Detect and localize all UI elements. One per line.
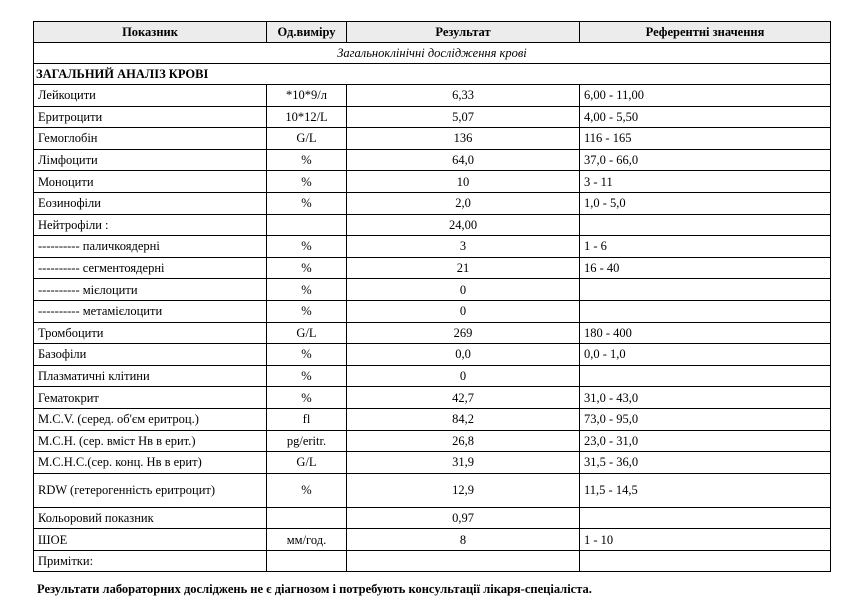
- unit-cell: мм/год.: [267, 529, 347, 551]
- result-cell: 269: [347, 322, 580, 344]
- table-row: [34, 128, 831, 150]
- indicator-cell: Гемоглобін: [34, 128, 267, 150]
- reference-cell: 1,0 - 5,0: [580, 192, 831, 214]
- indicator-cell: ---------- паличкоядерні: [34, 236, 267, 258]
- group-title: ЗАГАЛЬНИЙ АНАЛІЗ КРОВІ: [34, 64, 831, 85]
- reference-cell: 4,00 - 5,50: [580, 106, 831, 128]
- unit-cell: pg/eritr.: [267, 430, 347, 452]
- indicator-cell: Плазматичні клітини: [34, 365, 267, 387]
- indicator-cell: ---------- сегментоядерні: [34, 257, 267, 279]
- result-cell: 0: [347, 300, 580, 322]
- result-cell: 0,0: [347, 344, 580, 366]
- result-cell: 0: [347, 365, 580, 387]
- reference-cell: 31,5 - 36,0: [580, 452, 831, 474]
- table-row: [34, 257, 831, 279]
- reference-cell: [580, 300, 831, 322]
- reference-cell: 1 - 10: [580, 529, 831, 551]
- unit-cell: G/L: [267, 322, 347, 344]
- reference-cell: 73,0 - 95,0: [580, 408, 831, 430]
- table-row: [34, 365, 831, 387]
- table-row: [34, 85, 831, 107]
- unit-cell: G/L: [267, 452, 347, 474]
- reference-cell: 180 - 400: [580, 322, 831, 344]
- unit-cell: 10*12/L: [267, 106, 347, 128]
- unit-cell: %: [267, 279, 347, 301]
- table-row: [34, 344, 831, 366]
- result-cell: 5,07: [347, 106, 580, 128]
- table-row: [34, 106, 831, 128]
- reference-cell: [580, 365, 831, 387]
- indicator-cell: Лімфоцити: [34, 149, 267, 171]
- result-cell: 6,33: [347, 85, 580, 107]
- result-cell: 26,8: [347, 430, 580, 452]
- unit-cell: %: [267, 171, 347, 193]
- indicator-cell: M.C.V. (серед. об'єм еритроц.): [34, 408, 267, 430]
- table-row: [34, 322, 831, 344]
- result-cell: 24,00: [347, 214, 580, 236]
- reference-cell: 0,0 - 1,0: [580, 344, 831, 366]
- result-cell: 64,0: [347, 149, 580, 171]
- indicator-cell: Еритроцити: [34, 106, 267, 128]
- result-cell: 21: [347, 257, 580, 279]
- table-row: [34, 507, 831, 529]
- reference-cell: 16 - 40: [580, 257, 831, 279]
- table-row: [34, 529, 831, 551]
- reference-cell: [580, 214, 831, 236]
- reference-cell: [580, 279, 831, 301]
- indicator-cell: RDW (гетерогенність еритроцит): [34, 473, 267, 507]
- result-cell: 10: [347, 171, 580, 193]
- group-title-row: [34, 64, 831, 85]
- result-cell: 0,97: [347, 507, 580, 529]
- result-cell: 8: [347, 529, 580, 551]
- notes-unit-cell: [267, 550, 347, 572]
- result-cell: 3: [347, 236, 580, 258]
- unit-cell: %: [267, 149, 347, 171]
- unit-cell: %: [267, 473, 347, 507]
- unit-cell: %: [267, 257, 347, 279]
- reference-cell: 31,0 - 43,0: [580, 387, 831, 409]
- indicator-cell: ШОЕ: [34, 529, 267, 551]
- indicator-cell: Еозинофіли: [34, 192, 267, 214]
- table-row: [34, 171, 831, 193]
- result-cell: 31,9: [347, 452, 580, 474]
- section-title-row: [34, 43, 831, 64]
- indicator-cell: ---------- мієлоцити: [34, 279, 267, 301]
- table-row: [34, 408, 831, 430]
- result-cell: 0: [347, 279, 580, 301]
- unit-cell: %: [267, 387, 347, 409]
- notes-label: Примітки:: [34, 550, 267, 572]
- indicator-cell: M.C.H.C.(сер. конц. Hв в ерит): [34, 452, 267, 474]
- unit-cell: [267, 214, 347, 236]
- reference-cell: 11,5 - 14,5: [580, 473, 831, 507]
- reference-cell: 37,0 - 66,0: [580, 149, 831, 171]
- unit-cell: %: [267, 300, 347, 322]
- table-row: [34, 430, 831, 452]
- result-cell: 12,9: [347, 473, 580, 507]
- reference-cell: 116 - 165: [580, 128, 831, 150]
- table-row: [34, 387, 831, 409]
- header-result: Результат: [347, 22, 580, 43]
- table-row: [34, 279, 831, 301]
- notes-row: [34, 550, 831, 572]
- reference-cell: [580, 507, 831, 529]
- table-row: [34, 192, 831, 214]
- indicator-cell: Гематокрит: [34, 387, 267, 409]
- reference-cell: 3 - 11: [580, 171, 831, 193]
- indicator-cell: Моноцити: [34, 171, 267, 193]
- indicator-cell: Лейкоцити: [34, 85, 267, 107]
- result-cell: 42,7: [347, 387, 580, 409]
- unit-cell: fl: [267, 408, 347, 430]
- indicator-cell: ---------- метамієлоцити: [34, 300, 267, 322]
- header-indicator: Показник: [34, 22, 267, 43]
- header-unit: Од.виміру: [267, 22, 347, 43]
- notes-reference-cell: [580, 550, 831, 572]
- indicator-cell: Тромбоцити: [34, 322, 267, 344]
- indicator-cell: Базофіли: [34, 344, 267, 366]
- disclaimer-text: Результати лабораторних досліджень не є діагнозом і потребують консультації лікаря-спеціаліста.: [37, 582, 592, 596]
- indicator-cell: Кольоровий показник: [34, 507, 267, 529]
- reference-cell: 6,00 - 11,00: [580, 85, 831, 107]
- notes-result-cell: [347, 550, 580, 572]
- blood-test-table: [33, 21, 831, 572]
- table-row: [34, 236, 831, 258]
- table-row: [34, 473, 831, 507]
- table-row: [34, 452, 831, 474]
- unit-cell: %: [267, 344, 347, 366]
- table-row: [34, 214, 831, 236]
- section-title: Загальноклінічні дослідження крові: [34, 43, 831, 64]
- result-cell: 2,0: [347, 192, 580, 214]
- table-header-row: [34, 22, 831, 43]
- unit-cell: *10*9/л: [267, 85, 347, 107]
- header-reference: Референтні значення: [580, 22, 831, 43]
- indicator-cell: M.C.H. (сер. вміст Hв в ерит.): [34, 430, 267, 452]
- indicator-cell: Нейтрофіли :: [34, 214, 267, 236]
- unit-cell: %: [267, 236, 347, 258]
- unit-cell: %: [267, 365, 347, 387]
- reference-cell: 1 - 6: [580, 236, 831, 258]
- reference-cell: 23,0 - 31,0: [580, 430, 831, 452]
- result-cell: 136: [347, 128, 580, 150]
- unit-cell: %: [267, 192, 347, 214]
- unit-cell: [267, 507, 347, 529]
- table-row: [34, 149, 831, 171]
- result-cell: 84,2: [347, 408, 580, 430]
- table-row: [34, 300, 831, 322]
- unit-cell: G/L: [267, 128, 347, 150]
